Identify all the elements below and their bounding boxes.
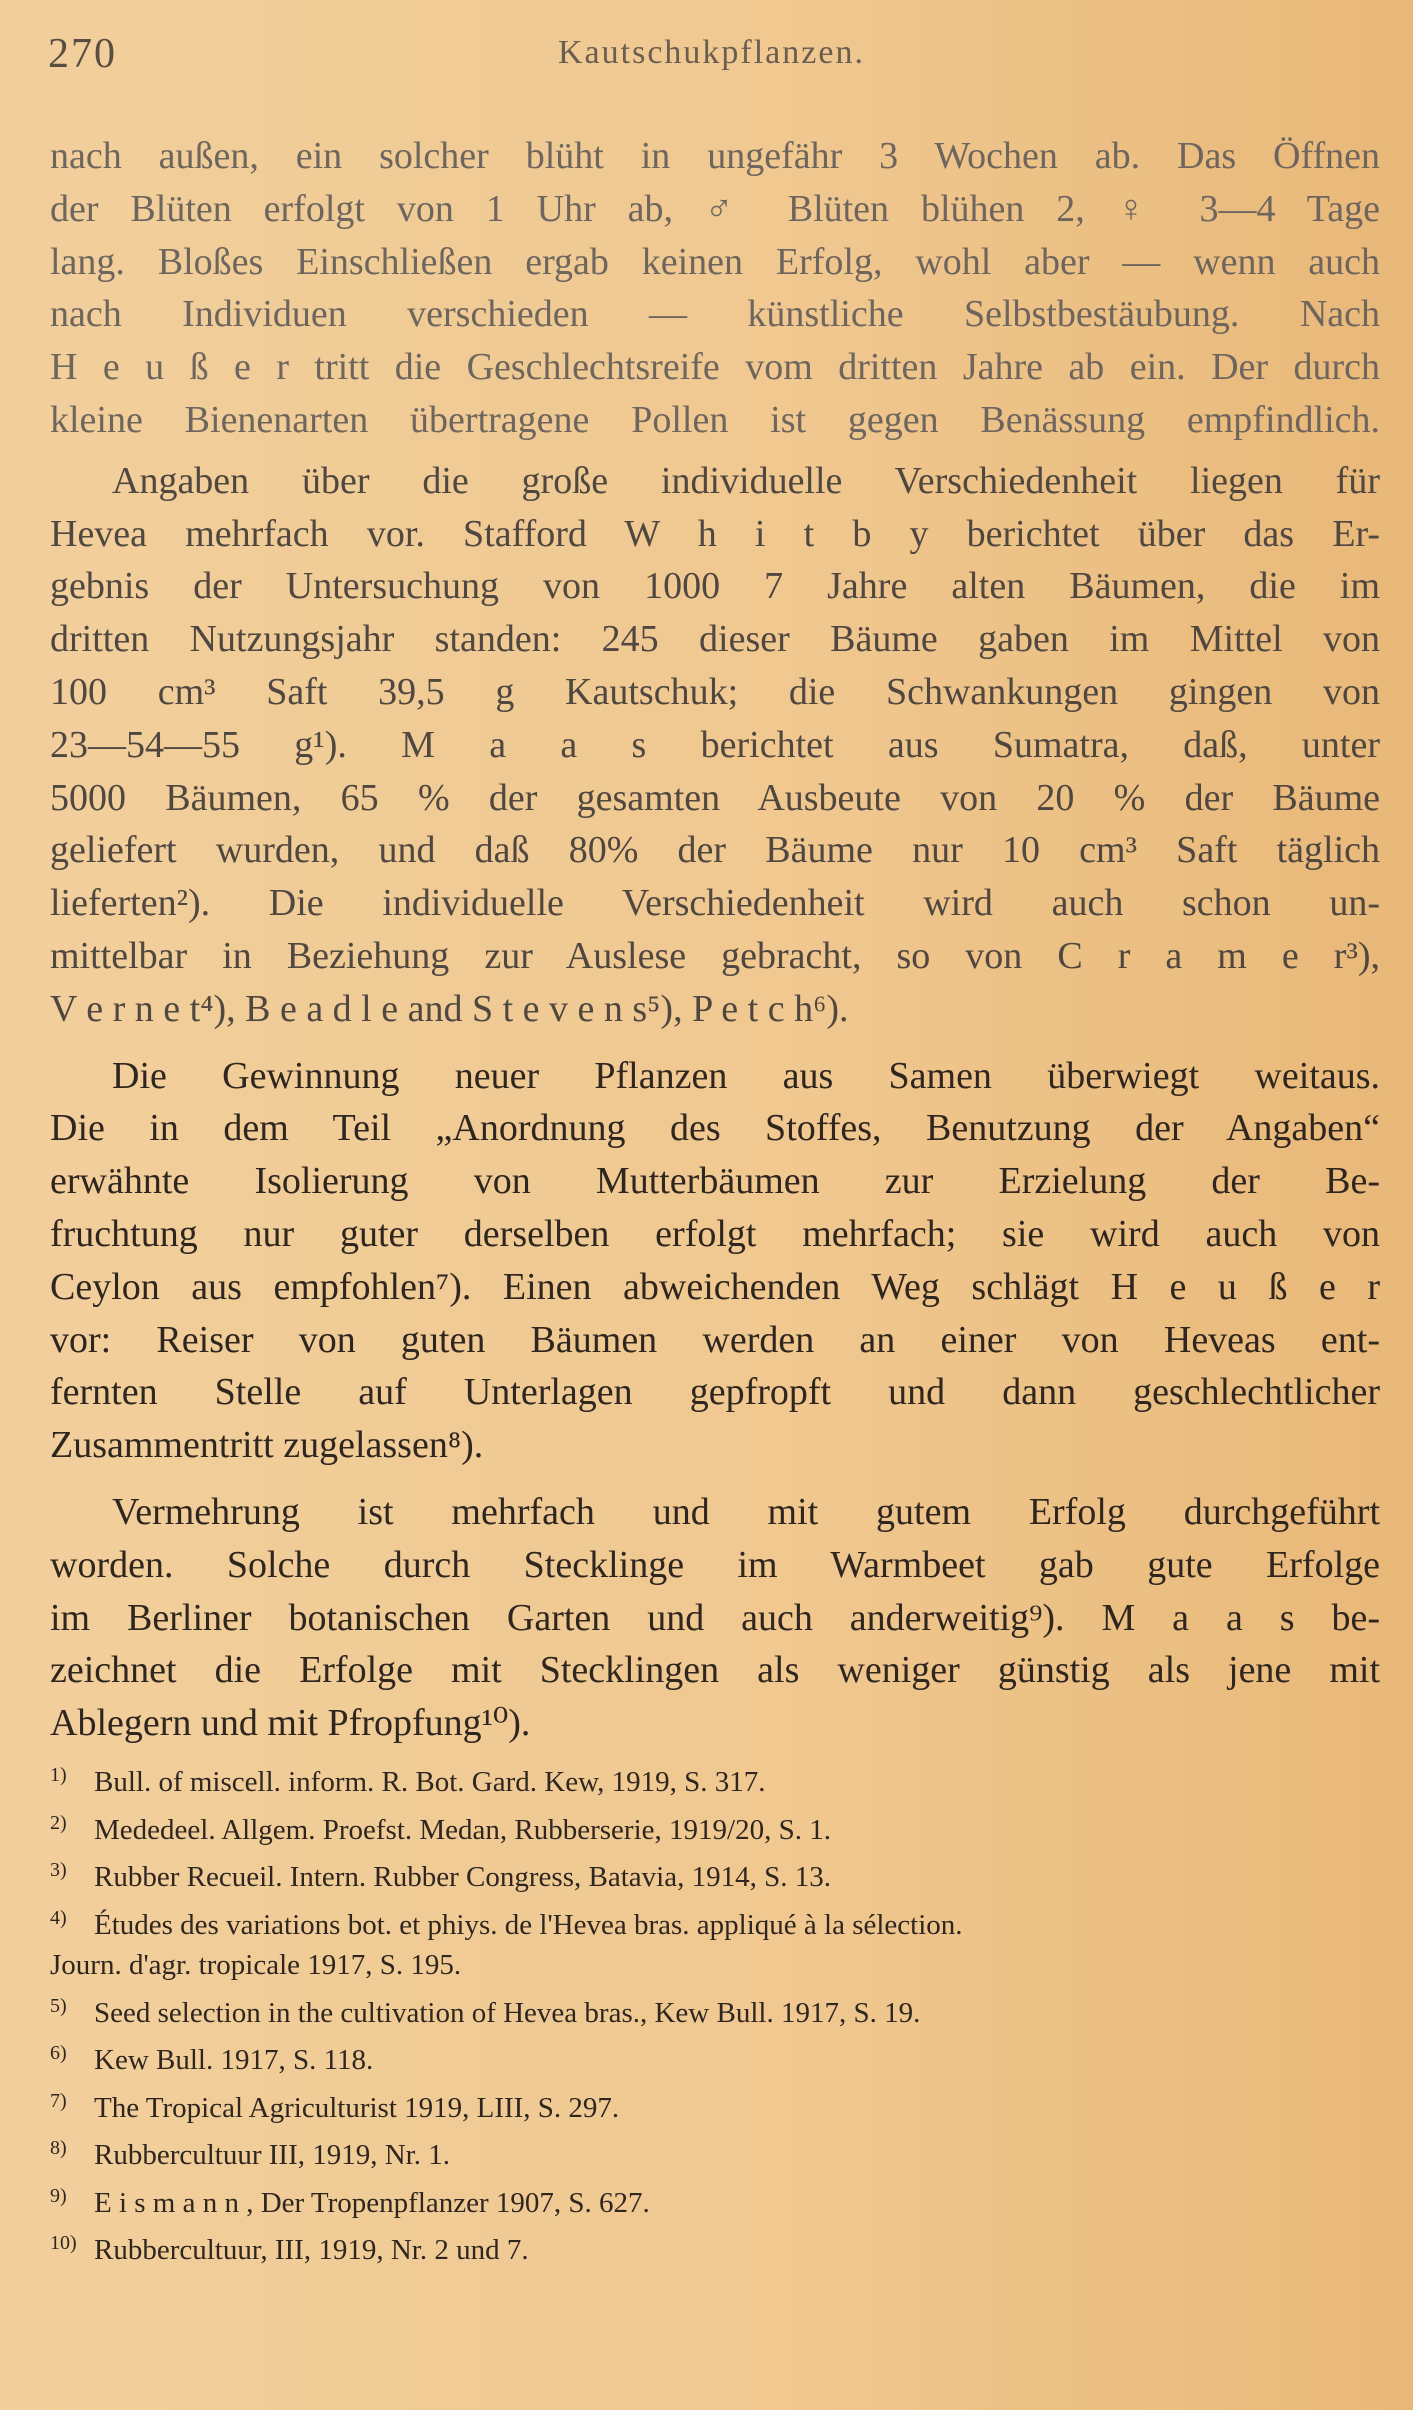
footnote [50, 1850, 1380, 1898]
footnote-marker: 5) [50, 1994, 67, 2017]
footnote-text: Bull. of miscell. inform. R. Bot. Gard. Kew, 1919, S. 317. [94, 1766, 766, 1798]
footnote [50, 1986, 1380, 2034]
text-line: Ceylon aus empfohlen⁷). Einen abweichenden Weg schlägt H e u ß e r [50, 1265, 1380, 1308]
body-text [50, 130, 1380, 1750]
footnote-text: Seed selection in the cultivation of Hevea bras., Kew Bull. 1917, S. 19. [94, 1996, 921, 2029]
footnote [50, 1803, 1380, 1851]
text-line: vor: Reiser von guten Bäumen werden an einer von Heveas ent- [50, 1318, 1380, 1361]
running-head: Kautschukpflanzen. [558, 34, 865, 71]
text-line: Zusammentritt zugelassen⁸). [50, 1424, 484, 1467]
text-line: der Blüten erfolgt von 1 Uhr ab, ♂ Blüten blühen 2, ♀ 3—4 Tage [50, 187, 1380, 230]
text-line: 23—54—55 g¹). M a a s berichtet aus Sumatra, daß, unter [50, 723, 1380, 766]
footnote [50, 2081, 1380, 2129]
page-header [48, 30, 1353, 90]
text-line: H e u ß e r tritt die Geschlechtsreife vom dritten Jahre ab ein. Der durch [50, 346, 1380, 389]
text-line: nach Individuen verschieden — künstliche Selbstbestäubung. Nach [50, 293, 1380, 336]
page-number: 270 [48, 31, 117, 77]
text-line: Ablegern und mit Pfropfung¹⁰). [50, 1702, 531, 1745]
text-line: lang. Bloßes Einschließen ergab keinen Erfolg, wohl aber — wenn auch [50, 240, 1380, 283]
footnote-continuation: Journ. d'agr. tropicale 1917, S. 195. [50, 1949, 462, 1981]
footnote [50, 2128, 1380, 2176]
text-line: V e r n e t⁴), B e a d l e and S t e v e n s⁵), P e t c h⁶). [50, 987, 849, 1030]
text-line: Hevea mehrfach vor. Stafford W h i t b y berichtet über das Er- [50, 512, 1380, 555]
text-line: nach außen, ein solcher blüht in ungefähr 3 Wochen ab. Das Öffnen [50, 135, 1380, 177]
text-line: fernten Stelle auf Unterlagen gepfropft und dann geschlechtlicher [50, 1371, 1380, 1414]
footnote-marker: 2) [50, 1811, 67, 1834]
paragraph-2 [50, 455, 1380, 1036]
footnote-text: Rubber Recueil. Intern. Rubber Congress, Batavia, 1914, S. 13. [94, 1861, 831, 1893]
text-line: mittelbar in Beziehung zur Auslese gebracht, so von C r a m e r³), [50, 934, 1380, 977]
text-line: im Berliner botanischen Garten und auch anderweitig⁹). M a a s be- [50, 1596, 1380, 1639]
footnote [50, 2176, 1380, 2224]
footnote [50, 1755, 1380, 1803]
footnote-marker: 3) [50, 1859, 67, 1881]
footnote-text: Kew Bull. 1917, S. 118. [94, 2044, 374, 2076]
paragraph-3 [50, 1050, 1380, 1472]
text-line: 5000 Bäumen, 65 % der gesamten Ausbeute von 20 % der Bäume [50, 776, 1380, 819]
footnote-marker: 10) [50, 2232, 77, 2254]
text-line: erwähnte Isolierung von Mutterbäumen zur Erzielung der Be- [50, 1160, 1380, 1203]
footnote-marker: 1) [50, 1764, 67, 1786]
text-line: fruchtung nur guter derselben erfolgt mehrfach; sie wird auch von [50, 1212, 1380, 1255]
footnote-marker: 4) [50, 1906, 67, 1929]
footnote-marker: 7) [50, 2089, 67, 2112]
text-line: lieferten²). Die individuelle Verschiedenheit wird auch schon un- [50, 882, 1380, 925]
footnotes [50, 1755, 1380, 2271]
text-line: Angaben über die große individuelle Verschiedenheit liegen für [112, 459, 1380, 502]
footnote-marker: 6) [50, 2042, 67, 2064]
text-line: dritten Nutzungsjahr standen: 245 dieser Bäume gaben im Mittel von [50, 618, 1380, 661]
text-line: 100 cm³ Saft 39,5 g Kautschuk; die Schwankungen gingen von [50, 670, 1380, 713]
footnote-text: Rubbercultuur III, 1919, Nr. 1. [94, 2139, 450, 2171]
text-line: gebnis der Untersuchung von 1000 7 Jahre alten Bäumen, die im [50, 565, 1380, 608]
text-line: Die Gewinnung neuer Pflanzen aus Samen überwiegt weitaus. [112, 1054, 1380, 1097]
footnote [50, 2033, 1380, 2081]
text-line: kleine Bienenarten übertragene Pollen ist gegen Benässung empfindlich. [50, 398, 1380, 441]
footnote-text: Études des variations bot. et phiys. de l'Hevea bras. appliqué à la sélection. [94, 1908, 963, 1941]
footnote-text: Mededeel. Allgem. Proefst. Medan, Rubberserie, 1919/20, S. 1. [94, 1813, 831, 1846]
paragraph-1 [50, 130, 1380, 447]
text-line: Vermehrung ist mehrfach und mit gutem Erfolg durchgeführt [112, 1490, 1380, 1533]
footnote-marker: 9) [50, 2184, 67, 2207]
text-line: Die in dem Teil „Anordnung des Stoffes, Benutzung der Angaben“ [50, 1107, 1380, 1150]
footnote [50, 1898, 1380, 1946]
footnote-marker: 8) [50, 2137, 67, 2159]
paragraph-4 [50, 1486, 1380, 1750]
text-line: worden. Solche durch Stecklinge im Warmbeet gab gute Erfolge [50, 1543, 1380, 1586]
footnote-text: Rubbercultuur, III, 1919, Nr. 2 und 7. [94, 2234, 529, 2266]
footnote-text: E i s m a n n , Der Tropenpflanzer 1907, S. 627. [94, 2186, 650, 2219]
text-line: geliefert wurden, und daß 80% der Bäume nur 10 cm³ Saft täglich [50, 829, 1380, 872]
footnote [50, 2223, 1380, 2271]
text-line: zeichnet die Erfolge mit Stecklingen als weniger günstig als jene mit [50, 1649, 1380, 1692]
footnote-text: The Tropical Agriculturist 1919, LIII, S. 297. [94, 2091, 620, 2124]
